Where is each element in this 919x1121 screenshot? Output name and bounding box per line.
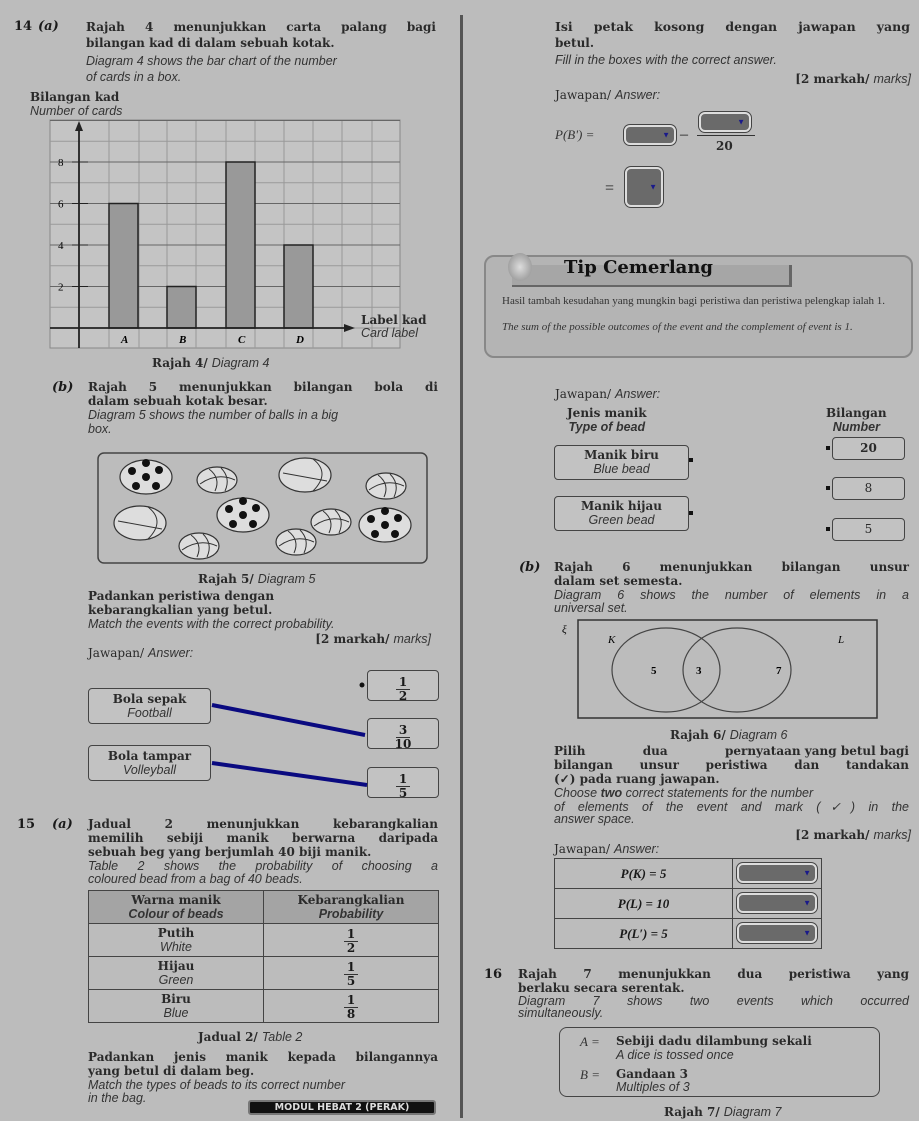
- q15a-text-en: Table 2 shows the probability of choosing a: [88, 859, 438, 873]
- region-l-only: 7: [776, 665, 782, 677]
- x-tick-label: C: [238, 334, 246, 346]
- colour-label-en: Blue: [163, 1006, 189, 1020]
- set-k-label: K: [608, 634, 616, 646]
- choose-text: (✓) pada ruang jawapan.: [554, 772, 720, 786]
- marks-en: marks]: [873, 828, 911, 842]
- q15a-text: memilih sebiji manik berwarna daripada: [88, 831, 438, 845]
- volleyball-icon: [276, 529, 316, 555]
- caption-en: Diagram 6: [729, 728, 788, 742]
- match-text: kebarangkalian yang betul.: [88, 603, 273, 617]
- event-b-text: Gandaan 3: [616, 1067, 688, 1081]
- answer-label-en: Answer:: [614, 842, 660, 856]
- tick-dropdown[interactable]: [737, 893, 817, 913]
- set-l-label: L: [838, 634, 845, 646]
- statement-text: P(L′) = 5: [555, 919, 733, 949]
- number-box[interactable]: 5: [832, 518, 905, 541]
- match-line[interactable]: [212, 763, 367, 785]
- numerator: 1: [344, 994, 358, 1008]
- dropdown-arrow-icon: ▼: [662, 130, 670, 140]
- q15b-text: dalam set semesta.: [554, 574, 683, 588]
- match-text: Padankan jenis manik kepada bilangannya: [88, 1050, 438, 1064]
- numerator: 1: [396, 773, 410, 787]
- x-tick-label: D: [296, 334, 304, 346]
- q15a-text-en: coloured bead from a bag of 40 beads.: [88, 872, 303, 886]
- question-number: 14: [14, 19, 33, 34]
- part-label: (a): [52, 817, 73, 832]
- numerator: 1: [344, 961, 358, 975]
- q14b-text-en: Diagram 5 shows the number of balls in a big: [88, 408, 339, 422]
- table-row: [89, 990, 439, 1023]
- minus-sign: –: [680, 126, 688, 143]
- q15a-text: Jadual 2 menunjukkan kebarangkalian: [88, 817, 438, 831]
- answer-dropdown-3[interactable]: [625, 167, 663, 207]
- bar-C: [226, 162, 255, 328]
- q16-text: berlaku secara serentak.: [518, 981, 685, 995]
- basketball-icon: [114, 506, 166, 540]
- choose-text: pernyataan yang betul bagi: [724, 744, 909, 758]
- event-a-label: A =: [580, 1034, 600, 1049]
- denominator: 5: [346, 974, 356, 988]
- region-intersection: 3: [696, 665, 702, 677]
- table-header: [89, 891, 264, 924]
- header-label: Kebarangkalian: [297, 893, 405, 907]
- caption-en: Table 2: [261, 1030, 303, 1044]
- venn-diagram: [560, 615, 885, 725]
- dropdown-arrow-icon: ▼: [649, 182, 657, 192]
- y-tick-label: 4: [58, 240, 64, 252]
- header-label: Warna manik: [131, 893, 221, 907]
- choose-text-en: answer space.: [554, 812, 635, 826]
- match-text-en: in the bag.: [88, 1091, 147, 1105]
- denominator: 5: [398, 786, 408, 800]
- football-icon: [120, 459, 172, 494]
- statement-text: P(K) = 5: [555, 859, 733, 889]
- y-tick-label: 2: [58, 281, 64, 294]
- tip-text-en: The sum of the possible outcomes of the event and the complement of event is 1.: [502, 321, 853, 333]
- event-a-text-en: A dice is tossed once: [616, 1048, 734, 1062]
- probability-half[interactable]: [367, 670, 439, 701]
- event-a-text: Sebiji dadu dilambung sekali: [616, 1034, 812, 1048]
- marks: [2 markah/: [315, 632, 390, 646]
- event-label-en: Volleyball: [122, 763, 177, 777]
- choose-text: Pilih: [554, 744, 586, 758]
- denominator: 20: [716, 139, 733, 153]
- q15b-text-en: Diagram 6 shows the number of elements in a: [554, 588, 909, 602]
- q14a-text-en: of cards in a box.: [86, 70, 182, 84]
- tip-box: [484, 255, 913, 358]
- q15a-text: sebuah beg yang berjumlah 40 biji manik.: [88, 845, 372, 859]
- tick-dropdown[interactable]: [737, 923, 817, 943]
- colour-label: Biru: [161, 992, 191, 1006]
- event-label: Bola sepak: [112, 692, 187, 706]
- caption-en: Diagram 5: [257, 572, 316, 586]
- instruction-en: Fill in the boxes with the correct answer.: [555, 53, 777, 67]
- tip-title: Tip Cemerlang: [564, 257, 714, 278]
- q15b-text: Rajah 6 menunjukkan bilangan unsur: [554, 560, 909, 574]
- caption: Rajah 4/: [152, 356, 208, 370]
- statement-row: [555, 859, 822, 889]
- number-box[interactable]: 8: [832, 477, 905, 500]
- x-axis-label: Label kad: [361, 313, 427, 327]
- choose-text-en-bold: two: [600, 786, 623, 800]
- q14b-text: Rajah 5 menunjukkan bilangan bola di: [88, 380, 438, 394]
- colour-label: Hijau: [157, 959, 195, 973]
- numerator: 3: [396, 724, 410, 738]
- number-box[interactable]: 20: [832, 437, 905, 460]
- dropdown-arrow-icon: ▼: [803, 898, 811, 908]
- match-text-en: Match the events with the correct probability.: [88, 617, 335, 631]
- denominator: 2: [346, 941, 356, 955]
- bar-chart: [0, 0, 460, 360]
- y-tick-label: 8: [58, 157, 64, 169]
- bead-label: Manik biru: [584, 448, 659, 462]
- tick-dropdown[interactable]: [737, 863, 817, 883]
- answer-label-en: Answer:: [148, 646, 194, 660]
- dropdown-arrow-icon: ▼: [803, 868, 811, 878]
- y-tick-label: 6: [58, 198, 64, 211]
- answer-label: Jawapan/: [555, 387, 611, 401]
- q14a-text: bilangan kad di dalam sebuah kotak.: [86, 36, 335, 50]
- bead-label-en: Blue bead: [593, 462, 650, 476]
- column-header-en: Number: [832, 420, 880, 434]
- caption: Rajah 6/: [670, 728, 726, 742]
- event-label-en: Football: [127, 706, 172, 720]
- q14b-text: dalam sebuah kotak besar.: [88, 394, 268, 408]
- bead-blue[interactable]: [554, 445, 689, 480]
- column-header: Bilangan: [826, 406, 887, 420]
- x-axis-label-en: Card label: [361, 326, 418, 340]
- caption: Rajah 7/: [664, 1105, 720, 1119]
- event-b-text-en: Multiples of 3: [616, 1080, 690, 1094]
- instruction: Isi petak kosong dengan jawapan yang: [555, 19, 910, 34]
- marks-en: marks]: [393, 632, 431, 646]
- formula-label: P(B') =: [555, 127, 595, 142]
- q14a-text: Rajah 4 menunjukkan carta palang bagi: [86, 20, 436, 34]
- caption-en: Diagram 7: [723, 1105, 782, 1119]
- q14b-text-en: box.: [88, 422, 112, 436]
- column-header: Jenis manik: [567, 406, 647, 420]
- event-b-label: B =: [580, 1067, 600, 1082]
- match-text: yang betul di dalam beg.: [88, 1064, 255, 1078]
- colour-label: Putih: [157, 926, 195, 940]
- lightbulb-icon: [508, 253, 532, 281]
- tip-text: Hasil tambah kesudahan yang mungkin bagi peristiwa dan peristiwa pelengkap ialah 1.: [502, 295, 886, 307]
- event-volleyball[interactable]: [88, 745, 211, 781]
- bead-green[interactable]: [554, 496, 689, 531]
- volleyball-icon: [197, 467, 237, 493]
- events-box: [559, 1027, 880, 1097]
- football-icon: [217, 497, 269, 532]
- column-header-en: Type of bead: [568, 420, 646, 434]
- part-label: (b): [519, 560, 541, 575]
- table-row: [89, 957, 439, 990]
- column-divider: [460, 15, 463, 1118]
- statement-text: P(L) = 10: [555, 889, 733, 919]
- q14a-text-en: Diagram 4 shows the bar chart of the number: [86, 54, 337, 68]
- bead-label: Manik hijau: [581, 499, 662, 513]
- volleyball-icon: [179, 533, 219, 559]
- answer-label: Jawapan/: [554, 842, 610, 856]
- q15b-text-en: universal set.: [554, 601, 628, 615]
- q16-text-en: Diagram 7 shows two events which occurred: [518, 994, 909, 1008]
- colour-label-en: White: [160, 940, 192, 954]
- q16-text-en: simultaneously.: [518, 1006, 604, 1020]
- question-number: 16: [484, 967, 503, 982]
- football-icon: [359, 507, 411, 542]
- probability-three-tenths[interactable]: [367, 718, 439, 749]
- caption-en: Diagram 4: [211, 356, 270, 370]
- marks-en: marks]: [873, 72, 911, 86]
- denominator: 8: [346, 1007, 356, 1021]
- y-axis-label-en: Number of cards: [30, 104, 123, 118]
- choose-text-bold: dua: [642, 744, 668, 758]
- match-line[interactable]: [212, 705, 365, 735]
- probability-table: [88, 890, 439, 1023]
- y-axis-label: Bilangan kad: [30, 90, 120, 104]
- bar-B: [167, 287, 196, 329]
- answer-label: Jawapan/: [88, 646, 144, 660]
- table-row: [89, 924, 439, 957]
- statements-table: [554, 858, 822, 949]
- part-label: (b): [52, 380, 74, 395]
- part-label: (a): [38, 19, 59, 34]
- answer-dropdown-1[interactable]: [624, 125, 676, 145]
- bar-A: [109, 204, 138, 329]
- probability-fifth[interactable]: [367, 767, 439, 798]
- answer-dropdown-2[interactable]: [699, 112, 751, 132]
- answer-label: Jawapan/: [555, 88, 611, 102]
- choose-text-en: correct statements for the number: [625, 786, 814, 800]
- statement-row: [555, 919, 822, 949]
- denominator: 10: [394, 737, 412, 751]
- marks: [2 markah/: [795, 72, 870, 86]
- question-number: 15: [17, 817, 36, 832]
- dropdown-arrow-icon: ▼: [737, 117, 745, 127]
- universal-set-symbol: ξ: [562, 624, 567, 636]
- bead-label-en: Green bead: [588, 513, 655, 527]
- instruction: betul.: [555, 36, 595, 50]
- table-header: [264, 891, 439, 924]
- basketball-icon: [279, 458, 331, 492]
- footer-badge: MODUL HEBAT 2 (PERAK): [248, 1100, 436, 1115]
- connector-dot: [360, 683, 365, 688]
- caption: Jadual 2/: [198, 1030, 258, 1044]
- choose-text: bilangan unsur peristiwa dan tandakan: [554, 758, 909, 772]
- colour-label-en: Green: [158, 973, 194, 987]
- equals-sign: =: [605, 180, 615, 197]
- choose-text-en: of elements of the event and mark (✓) in the: [554, 800, 909, 814]
- marks: [2 markah/: [795, 828, 870, 842]
- header-label-en: Probability: [318, 907, 384, 921]
- x-tick-label: A: [121, 334, 129, 346]
- bar-D: [284, 245, 313, 328]
- q16-text: Rajah 7 menunjukkan dua peristiwa yang: [518, 967, 909, 981]
- event-football[interactable]: [88, 688, 211, 724]
- caption: Rajah 5/: [198, 572, 254, 586]
- denominator: 2: [398, 689, 408, 703]
- match-text: Padankan peristiwa dengan: [88, 589, 275, 603]
- volleyball-icon: [366, 473, 406, 499]
- balls-diagram: [97, 452, 428, 564]
- answer-label-en: Answer:: [615, 387, 661, 401]
- region-k-only: 5: [651, 665, 657, 677]
- event-label: Bola tampar: [107, 749, 192, 763]
- choose-text-en: Choose: [554, 786, 598, 800]
- numerator: 1: [396, 676, 410, 690]
- match-text-en: Match the types of beads to its correct number: [88, 1078, 346, 1092]
- x-tick-label: B: [179, 334, 187, 346]
- volleyball-icon: [311, 509, 351, 535]
- numerator: 1: [344, 928, 358, 942]
- header-label-en: Colour of beads: [128, 907, 224, 921]
- dropdown-arrow-icon: ▼: [803, 928, 811, 938]
- statement-row: [555, 889, 822, 919]
- answer-label-en: Answer:: [615, 88, 661, 102]
